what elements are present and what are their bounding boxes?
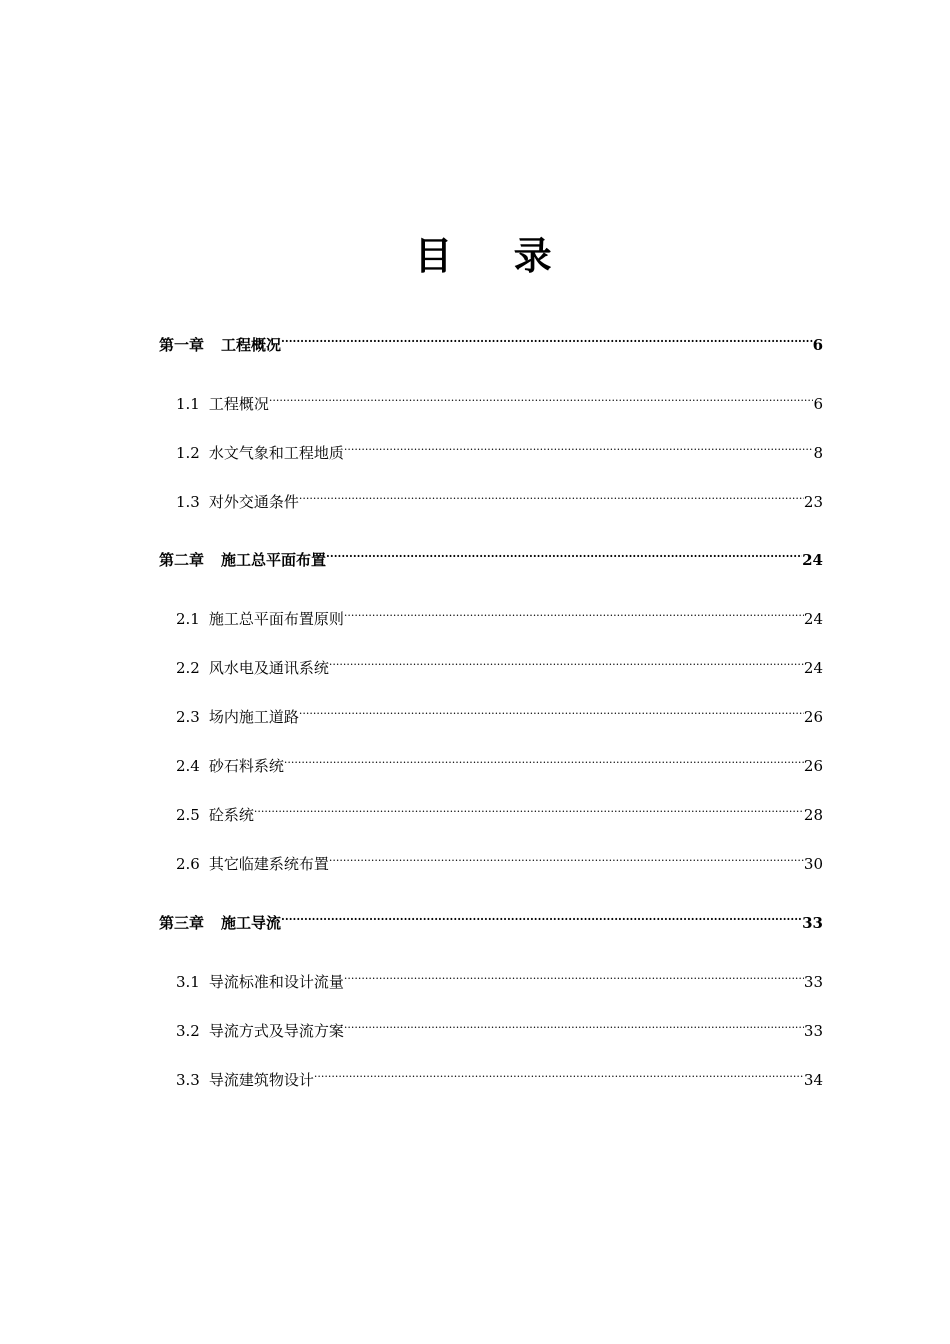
toc-dot-leader [326,543,802,565]
toc-entry-section-1-3[interactable] [176,485,823,511]
toc-entry-page: 8 [813,444,823,462]
toc-entry-section-2-6[interactable] [176,847,823,873]
toc-entry-number: 3.1 [176,973,200,991]
toc-entry-section-2-5[interactable] [176,798,823,824]
toc-entry-page: 23 [803,493,823,511]
toc-entry-page: 33 [802,914,823,932]
toc-entry-number: 2.4 [176,757,200,775]
toc-entry-section-3-3[interactable] [176,1063,823,1089]
toc-entry-label: 其它临建系统布置 [208,855,329,873]
toc-entry-section-2-3[interactable] [176,700,823,726]
toc-entry-label: 工程概况 [208,395,269,413]
toc-entry-number: 2.3 [176,708,200,726]
toc-entry-chapter-1[interactable] [159,328,823,354]
toc-entry-number: 1.1 [176,395,200,413]
toc-entry-label: 施工总平面布置原则 [208,610,344,628]
toc-dot-leader [281,328,813,350]
toc-entry-label: 砼系统 [208,806,254,824]
toc-entry-number: 2.6 [176,855,200,873]
toc-entry-label: 导流标准和设计流量 [208,973,344,991]
toc-entry-chapter-2[interactable] [159,543,823,569]
toc-entry-label: 对外交通条件 [208,493,299,511]
toc-title: 目 录 [414,233,576,278]
toc-entry-chapter-3[interactable] [159,906,823,932]
toc-entry-page: 24 [803,610,823,628]
toc-entry-page: 26 [803,757,823,775]
toc-entry-label: 水文气象和工程地质 [208,444,344,462]
toc-dot-leader [281,906,802,928]
toc-entry-number: 3.2 [176,1022,200,1040]
toc-entry-label: 导流建筑物设计 [208,1071,314,1089]
toc-entry-label: 工程概况 [221,336,282,354]
toc-dot-leader [314,1063,804,1085]
toc-entry-number: 第二章 [159,551,205,569]
toc-entry-number: 3.3 [176,1071,200,1089]
toc-entry-section-2-1[interactable] [176,602,823,628]
toc-entry-label: 施工总平面布置 [221,551,327,569]
toc-dot-leader [344,436,814,458]
toc-dot-leader [269,387,814,409]
toc-entry-page: 33 [803,1022,823,1040]
toc-entry-page: 34 [803,1071,823,1089]
toc-entry-section-3-2[interactable] [176,1014,823,1040]
toc-dot-leader [299,700,804,722]
toc-dot-leader [344,602,804,624]
toc-entry-page: 30 [803,855,823,873]
toc-dot-leader [344,1014,804,1036]
toc-entry-number: 1.3 [176,493,200,511]
toc-entry-page: 24 [803,659,823,677]
toc-entry-number: 2.1 [176,610,200,628]
toc-dot-leader [329,651,804,673]
toc-entry-page: 6 [813,395,823,413]
toc-entry-section-1-1[interactable] [176,387,823,413]
toc-dot-leader [329,847,804,869]
toc-dot-leader [284,749,804,771]
toc-entry-number: 第三章 [159,914,205,932]
toc-entry-section-2-2[interactable] [176,651,823,677]
toc-entry-page: 24 [802,551,823,569]
toc-dot-leader [254,798,804,820]
toc-entry-number: 1.2 [176,444,200,462]
toc-entry-section-3-1[interactable] [176,965,823,991]
toc-entry-label: 场内施工道路 [208,708,299,726]
toc-entry-section-1-2[interactable] [176,436,823,462]
toc-entry-label: 导流方式及导流方案 [208,1022,344,1040]
toc-entry-page: 33 [803,973,823,991]
toc-entry-number: 2.2 [176,659,200,677]
toc-entry-page: 26 [803,708,823,726]
toc-entry-section-2-4[interactable] [176,749,823,775]
toc-dot-leader [299,485,804,507]
toc-entry-page: 6 [812,336,823,354]
toc-entry-label: 施工导流 [221,914,282,932]
toc-entry-label: 风水电及通讯系统 [208,659,329,677]
toc-entry-number: 第一章 [159,336,205,354]
toc-entry-label: 砂石料系统 [208,757,284,775]
toc-entry-page: 28 [803,806,823,824]
toc-entry-number: 2.5 [176,806,200,824]
toc-dot-leader [344,965,804,987]
